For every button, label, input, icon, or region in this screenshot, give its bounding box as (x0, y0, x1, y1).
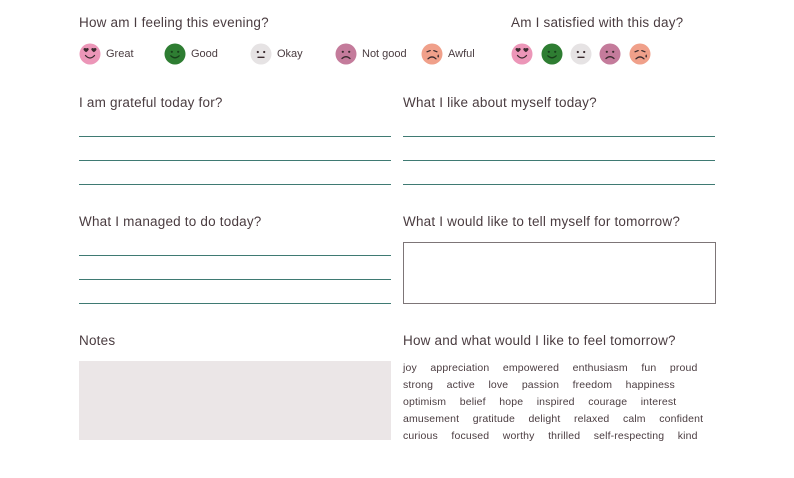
heart-eyes-face-icon (79, 43, 101, 65)
feeling-word-grid (403, 359, 723, 444)
satisfaction-option-good[interactable] (541, 43, 563, 65)
satisfaction-option-okay[interactable] (570, 43, 592, 65)
feeling-word[interactable]: self-respecting (593, 429, 665, 442)
feeling-word[interactable]: kind (677, 429, 698, 442)
feeling-word[interactable]: active (446, 378, 475, 391)
feeling-word[interactable]: belief (459, 395, 486, 408)
mood-label: Awful (448, 48, 475, 60)
like-myself-line-1[interactable] (403, 136, 715, 137)
managed-line-2[interactable] (79, 279, 391, 280)
feeling-word[interactable]: curious (403, 429, 438, 442)
feeling-word[interactable]: confident (659, 412, 704, 425)
grateful-line-1[interactable] (79, 136, 391, 137)
sad-tear-face-icon (421, 43, 443, 65)
tell-tomorrow-title: What I would like to tell myself for tomorrow? (403, 214, 681, 229)
feeling-word[interactable]: interest (640, 395, 677, 408)
feeling-word[interactable]: love (488, 378, 509, 391)
feeling-word[interactable]: enthusiasm (572, 361, 628, 374)
feeling-word[interactable]: appreciation (430, 361, 490, 374)
grateful-title: I am grateful today for? (79, 95, 223, 110)
feeling-word[interactable]: proud (669, 361, 698, 374)
satisfaction-option-great[interactable] (511, 43, 533, 65)
feeling-word-row (403, 410, 723, 427)
frowning-face-icon (335, 43, 357, 65)
feeling-word-row (403, 376, 723, 393)
feeling-word[interactable]: courage (588, 395, 628, 408)
mood-option-okay[interactable] (250, 43, 303, 65)
mood-label: Good (191, 48, 218, 60)
feeling-word[interactable]: focused (451, 429, 490, 442)
feeling-word[interactable]: worthy (502, 429, 535, 442)
feeling-word-row (403, 359, 723, 376)
feeling-word[interactable]: hope (499, 395, 524, 408)
like-myself-title: What I like about myself today? (403, 95, 597, 110)
mood-label: Okay (277, 48, 303, 60)
neutral-face-icon (250, 43, 272, 65)
grateful-line-3[interactable] (79, 184, 391, 185)
feeling-word[interactable]: optimism (403, 395, 447, 408)
feeling-word[interactable]: strong (403, 378, 434, 391)
mood-option-good[interactable] (164, 43, 218, 65)
managed-title: What I managed to do today? (79, 214, 262, 229)
like-myself-line-2[interactable] (403, 160, 715, 161)
feeling-word[interactable]: joy (403, 361, 417, 374)
feeling-word[interactable]: calm (622, 412, 646, 425)
feeling-word[interactable]: amusement (403, 412, 460, 425)
managed-line-1[interactable] (79, 255, 391, 256)
feeling-word[interactable]: thrilled (548, 429, 581, 442)
feeling-word[interactable]: passion (521, 378, 560, 391)
notes-area[interactable] (79, 361, 391, 440)
tell-tomorrow-textbox[interactable] (403, 242, 716, 304)
smiling-face-icon (541, 43, 563, 65)
satisfaction-option-awful[interactable] (629, 43, 651, 65)
mood-option-awful[interactable] (421, 43, 475, 65)
mood-option-not-good[interactable] (335, 43, 407, 65)
feeling-word-row (403, 427, 723, 444)
heart-eyes-face-icon (511, 43, 533, 65)
managed-line-3[interactable] (79, 303, 391, 304)
feeling-word[interactable]: fun (641, 361, 657, 374)
mood-option-great[interactable] (79, 43, 134, 65)
feeling-word-row (403, 393, 723, 410)
feeling-word[interactable]: happiness (625, 378, 675, 391)
feeling-word[interactable]: inspired (536, 395, 575, 408)
frowning-face-icon (599, 43, 621, 65)
mood-label: Not good (362, 48, 407, 60)
mood-label: Great (106, 48, 134, 60)
sad-tear-face-icon (629, 43, 651, 65)
feeling-word[interactable]: relaxed (573, 412, 610, 425)
feeling-word[interactable]: empowered (502, 361, 560, 374)
like-myself-line-3[interactable] (403, 184, 715, 185)
feeling-word[interactable]: gratitude (472, 412, 515, 425)
evening-feeling-title: How am I feeling this evening? (79, 15, 269, 30)
feeling-word[interactable]: freedom (572, 378, 613, 391)
neutral-face-icon (570, 43, 592, 65)
satisfied-day-title: Am I satisfied with this day? (511, 15, 684, 30)
feel-tomorrow-title: How and what would I like to feel tomorrow? (403, 333, 676, 348)
feeling-word[interactable]: delight (528, 412, 561, 425)
smiling-face-icon (164, 43, 186, 65)
notes-title: Notes (79, 333, 116, 348)
satisfaction-option-not-good[interactable] (599, 43, 621, 65)
grateful-line-2[interactable] (79, 160, 391, 161)
